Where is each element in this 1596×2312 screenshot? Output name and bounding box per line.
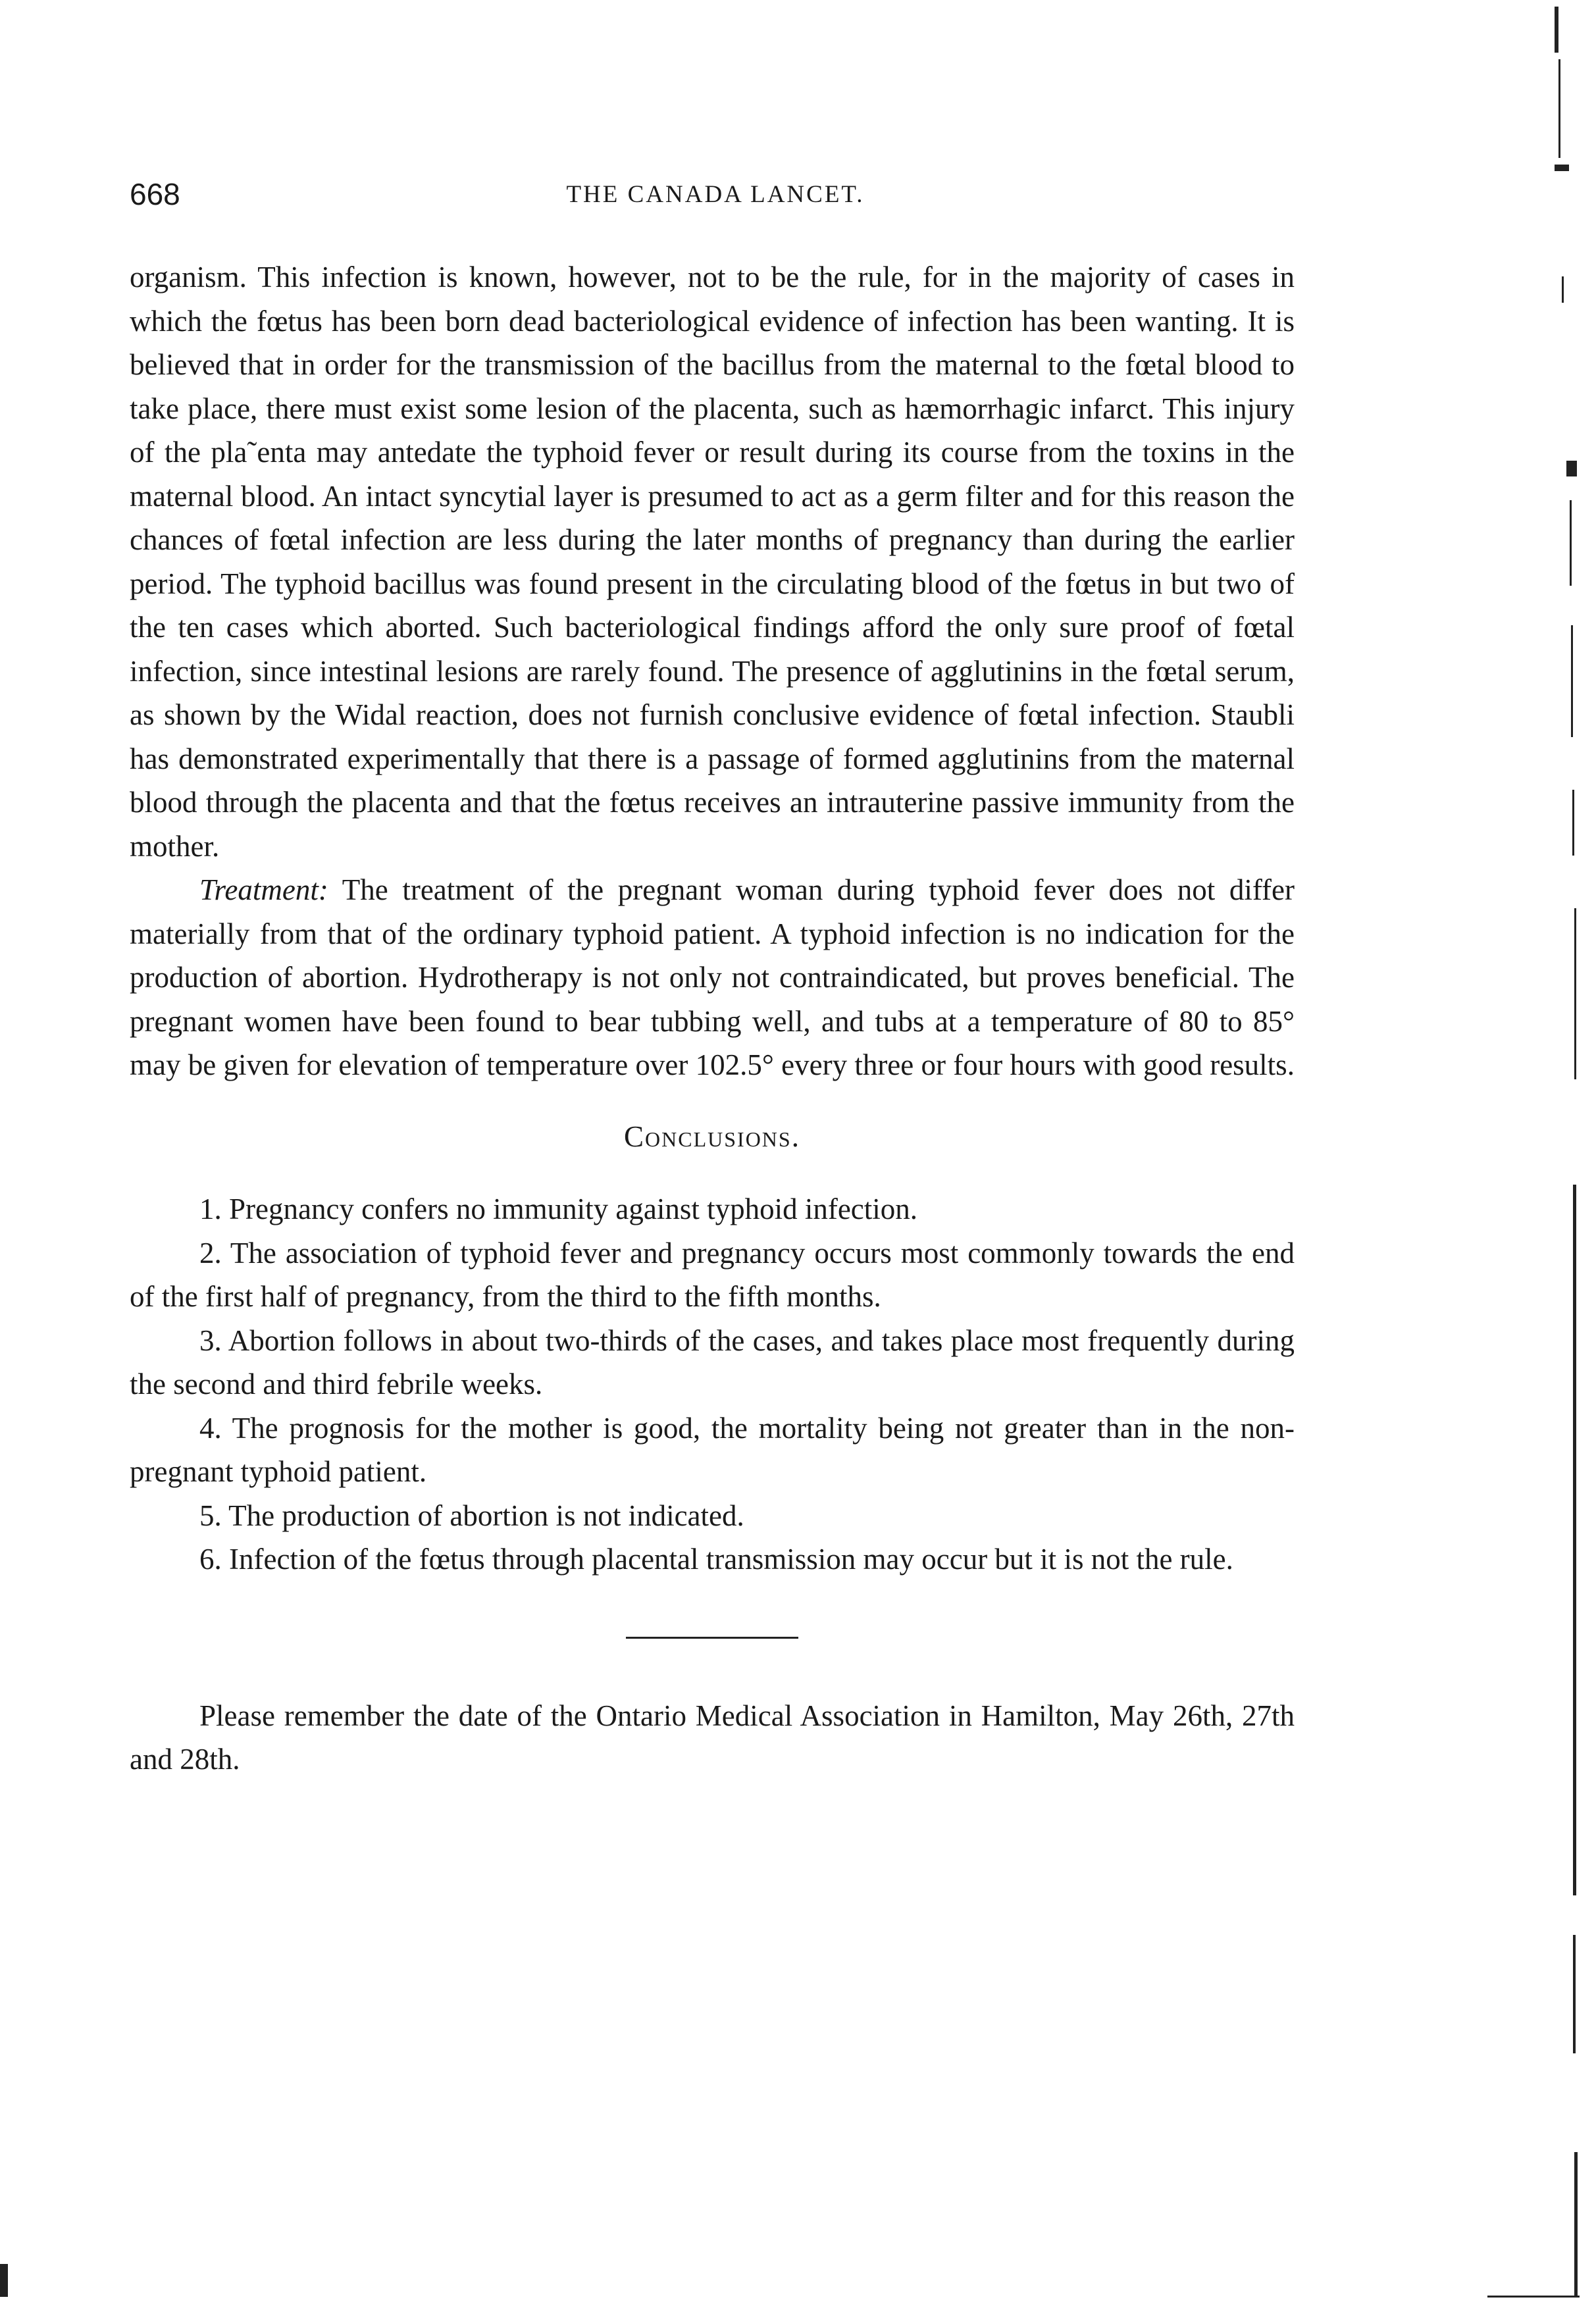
conclusion-item-4: 4. The prognosis for the mother is good, the mortality being not greater than in the non-pregnant typhoid patient.	[130, 1411, 1295, 1488]
scan-edge-mark	[1566, 461, 1577, 476]
scan-edge-mark	[1570, 500, 1572, 586]
conclusion-item-6: 6. Infection of the fœtus through placental transmission may occur but it is not the rule.	[199, 1543, 1233, 1576]
conclusion-item-5: 5. The production of abortion is not indicated.	[199, 1499, 744, 1532]
conclusion-item-2: 2. The association of typhoid fever and pregnancy occurs most commonly towards the end of the first half of pregnancy, from the third to the fifth months.	[130, 1236, 1295, 1313]
running-head	[130, 176, 1301, 222]
scan-edge-mark	[1574, 908, 1576, 1079]
scan-edge-mark	[1574, 2152, 1578, 2297]
scan-edge-mark	[1573, 1185, 1576, 1895]
section-divider	[626, 1637, 798, 1639]
scan-edge-mark	[1555, 165, 1569, 171]
scan-edge-mark	[1555, 7, 1558, 53]
body-paragraph: organism. This infection is known, however, not to be the rule, for in the majority of cases in which the fœtus has been born dead bacteriological evidence of infection has been wanting. It is believed that in order for the transmission of the bacillus from the maternal to the fœtal blood to take place, there must exist some lesion of the placenta, such as hæmorrhagic infarct. This injury of the pla˜enta may antedate the typhoid fever or result during its course from the toxins in the maternal blood. An intact syncytial layer is presumed to act as a germ filter and for this reason the chances of fœtal infection are less during the later months of pregnancy than during the earlier period. The typhoid bacillus was found present in the circulating blood of the fœtus in but two of the ten cases which aborted. Such bacteriological findings afford the only sure proof of fœtal infection, since intestinal lesions are rarely found. The presence of agglutinins in the fœtal serum, as shown by the Widal reaction, does not furnish conclusive evidence of fœtal infection. Staubli has demonstrated experimentally that there is a passage of formed agglutinins from the maternal blood through the placenta and that the fœtus receives an intrauterine passive immunity from the mother.	[130, 261, 1295, 863]
page-number: 668	[130, 177, 180, 211]
article-body	[130, 255, 1295, 1782]
conclusion-item-3: 3. Abortion follows in about two-thirds of the cases, and takes place most frequently during the second and third febrile weeks.	[130, 1323, 1295, 1400]
scan-edge-mark	[1487, 2296, 1580, 2298]
treatment-paragraph	[130, 868, 1295, 1087]
journal-title: THE CANADA LANCET.	[566, 181, 865, 208]
conclusion-item-1: 1. Pregnancy confers no immunity against typhoid infection.	[199, 1193, 918, 1225]
scan-edge-mark	[1571, 625, 1573, 737]
conclusions-heading: Conclusions.	[624, 1119, 800, 1153]
scan-edge-mark	[1573, 1935, 1576, 2053]
scan-edge-mark	[1562, 276, 1564, 303]
treatment-label: Treatment:	[199, 873, 328, 906]
meeting-notice: Please remember the date of the Ontario Medical Association in Hamilton, May 26th, 27th and 28th.	[130, 1699, 1295, 1776]
scan-edge-mark	[0, 2264, 8, 2297]
scan-edge-mark	[1558, 59, 1560, 158]
scan-edge-mark	[1572, 790, 1574, 856]
treatment-text: The treatment of the pregnant woman during typhoid fever does not differ materially from that of the ordinary typhoid patient. A typhoid infection is no indication for the production of abortion. Hydrotherapy is not only not contraindicated, but proves beneficial. The pregnant women have been found to bear tubbing well, and tubs at a temperature of 80 to 85° may be given for elevation of temperature over 102.5° every three or four hours with good results.	[130, 873, 1295, 1081]
